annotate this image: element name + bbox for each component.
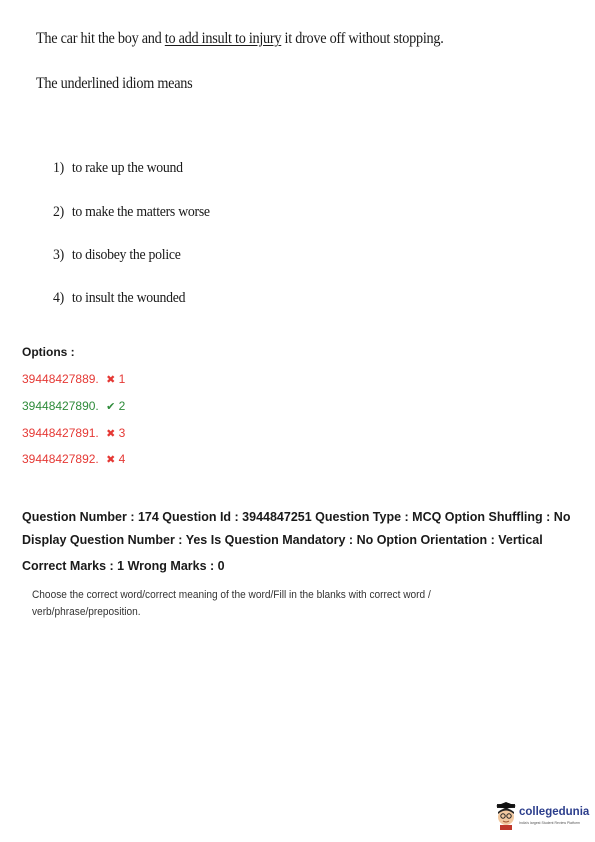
- option-id: 39448427890.: [22, 399, 99, 413]
- check-icon: ✔: [106, 401, 116, 413]
- choice-text: to rake up the wound: [71, 160, 183, 176]
- option-row-1: [22, 372, 125, 386]
- choice-number: 1): [53, 160, 64, 176]
- option-row-3: [22, 426, 125, 440]
- choice-3: [53, 247, 181, 264]
- choice-number: 4): [53, 290, 64, 306]
- logo-wordmark: collegedunia: [519, 806, 590, 818]
- choice-2: [53, 204, 210, 221]
- question-sentence: [36, 30, 444, 48]
- option-value: 1: [118, 372, 126, 386]
- question-prompt: The underlined idiom means: [36, 75, 193, 92]
- choice-number: 2): [53, 204, 64, 220]
- underlined-idiom: to add insult to injury: [164, 30, 282, 47]
- choice-text: to make the matters worse: [71, 204, 210, 220]
- question-meta-line-3: Correct Marks : 1 Wrong Marks : 0: [22, 559, 225, 573]
- option-id: 39448427892.: [22, 452, 99, 466]
- options-heading: Options :: [22, 345, 75, 359]
- choice-text: to insult the wounded: [71, 290, 186, 306]
- option-value: 4: [118, 452, 126, 466]
- question-meta-line-1: Question Number : 174 Question Id : 3944847251 Question Type : MCQ Option Shuffling : No: [22, 510, 571, 524]
- logo-tagline: India's largest Student Review Platform: [519, 821, 580, 825]
- sentence-before: The car hit the boy and: [36, 30, 165, 47]
- question-meta-line-2: Display Question Number : Yes Is Question Mandatory : No Option Orientation : Vertical: [22, 533, 543, 547]
- cross-icon: ✖: [106, 454, 116, 466]
- choice-number: 3): [53, 247, 64, 263]
- option-id: 39448427891.: [22, 426, 99, 440]
- option-row-2: [22, 399, 125, 413]
- choice-1: [53, 160, 183, 177]
- cross-icon: ✖: [106, 374, 116, 386]
- collegedunia-logo: [494, 802, 589, 834]
- section-instructions: Choose the correct word/correct meaning of the word/Fill in the blanks with correct word / verb/phrase/preposition.: [32, 589, 431, 618]
- option-row-4: [22, 452, 125, 466]
- option-id: 39448427889.: [22, 372, 99, 386]
- option-value: 3: [118, 426, 126, 440]
- option-value: 2: [118, 399, 126, 413]
- sentence-after: it drove off without stopping.: [281, 30, 444, 47]
- student-mascot-icon: [494, 802, 518, 830]
- choice-text: to disobey the police: [71, 247, 181, 263]
- cross-icon: ✖: [106, 428, 116, 440]
- choice-4: [53, 290, 185, 307]
